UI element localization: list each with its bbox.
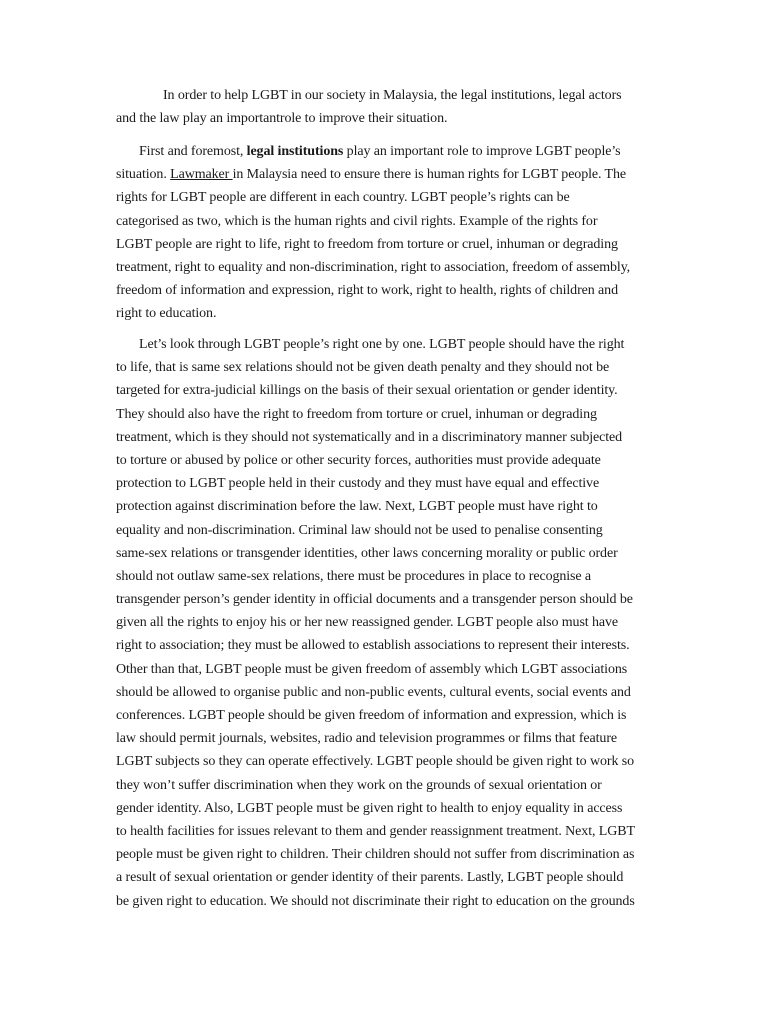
paragraph-intro <box>116 84 628 130</box>
text-line: gender identity. Also, LGBT people must be given right to health to enjoy equality in access <box>116 800 623 816</box>
text-line: should not outlaw same-sex relations, there must be procedures in place to recognise a <box>116 568 592 584</box>
text-line <box>116 163 628 186</box>
text-line: right to education. <box>116 306 217 322</box>
text-line: treatment, which is they should not systematically and in a discriminatory manner subjected <box>116 429 623 445</box>
text-line: to torture or abused by police or other security forces, authorities must provide adequate <box>116 452 601 468</box>
text-line: treatment, right to equality and non-discrimination, right to association, freedom of assembly, <box>116 259 631 275</box>
text-line: transgender person’s gender identity in official documents and a transgender person should be <box>116 592 633 608</box>
text-line: targeted for extra-judicial killings on the basis of their sexual orientation or gender identity. <box>116 383 618 399</box>
text-line: In order to help LGBT in our society in Malaysia, the legal institutions, legal actors <box>163 88 622 103</box>
text-line <box>116 140 628 163</box>
text-line: Other than that, LGBT people must be given freedom of assembly which LGBT associations <box>116 661 628 677</box>
text-run: in Malaysia need to ensure there is human rights for LGBT people. The <box>232 167 627 183</box>
paragraph-legal-institutions <box>116 140 631 326</box>
text-line: protection to LGBT people held in their custody and they must have equal and effective <box>116 476 600 492</box>
text-line: Let’s look through LGBT people’s right one by one. LGBT people should have the right <box>139 337 625 352</box>
text-line: given all the rights to enjoy his or her new reassigned gender. LGBT people also must have <box>116 615 619 631</box>
underlined-term: Lawmaker <box>170 167 233 183</box>
text-line: right to association; they must be allowed to establish associations to represent their interests. <box>116 638 630 654</box>
text-line: people must be given right to children. Their children should not suffer from discrimination as <box>116 847 635 863</box>
text-line: same-sex relations or transgender identities, other laws concerning morality or public order <box>116 545 618 561</box>
bold-term: legal institutions <box>246 144 344 159</box>
paragraph-rights-detail <box>116 333 635 913</box>
text-run: play an important role to improve LGBT people’s <box>343 144 621 159</box>
text-line: to health facilities for issues relevant to them and gender reassignment treatment. Next, LGBT <box>116 823 635 839</box>
text-line: and the law play an importantrole to improve their situation. <box>116 111 448 127</box>
text-run: First and foremost, <box>139 144 247 159</box>
text-line: freedom of information and expression, right to work, right to health, rights of children and <box>116 283 618 299</box>
text-line: a result of sexual orientation or gender identity of their parents. Lastly, LGBT people should <box>116 870 624 886</box>
text-line: equality and non-discrimination. Criminal law should not be used to penalise consenting <box>116 522 603 538</box>
text-line: conferences. LGBT people should be given freedom of information and expression, which is <box>116 708 627 723</box>
text-line: They should also have the right to freedom from torture or cruel, inhuman or degrading <box>116 406 597 422</box>
text-line: LGBT subjects so they can operate effectively. LGBT people should be given right to work so <box>116 754 634 770</box>
text-line: rights for LGBT people are different in each country. LGBT people’s rights can be <box>116 190 570 206</box>
text-line: categorised as two, which is the human rights and civil rights. Example of the rights for <box>116 213 598 229</box>
text-line: they won’t suffer discrimination when they work on the grounds of sexual orientation or <box>116 777 602 793</box>
text-line: to life, that is same sex relations should not be given death penalty and they should not be <box>116 360 610 376</box>
text-run: situation. <box>116 167 171 183</box>
text-line: protection against discrimination before the law. Next, LGBT people must have right to <box>116 499 598 515</box>
text-line: LGBT people are right to life, right to freedom from torture or cruel, inhuman or degrading <box>116 236 618 252</box>
text-line: law should permit journals, websites, radio and television programmes or films that feature <box>116 731 617 747</box>
text-line: be given right to education. We should not discriminate their right to education on the grounds <box>116 893 635 909</box>
text-line: should be allowed to organise public and non-public events, cultural events, social events and <box>116 684 631 700</box>
